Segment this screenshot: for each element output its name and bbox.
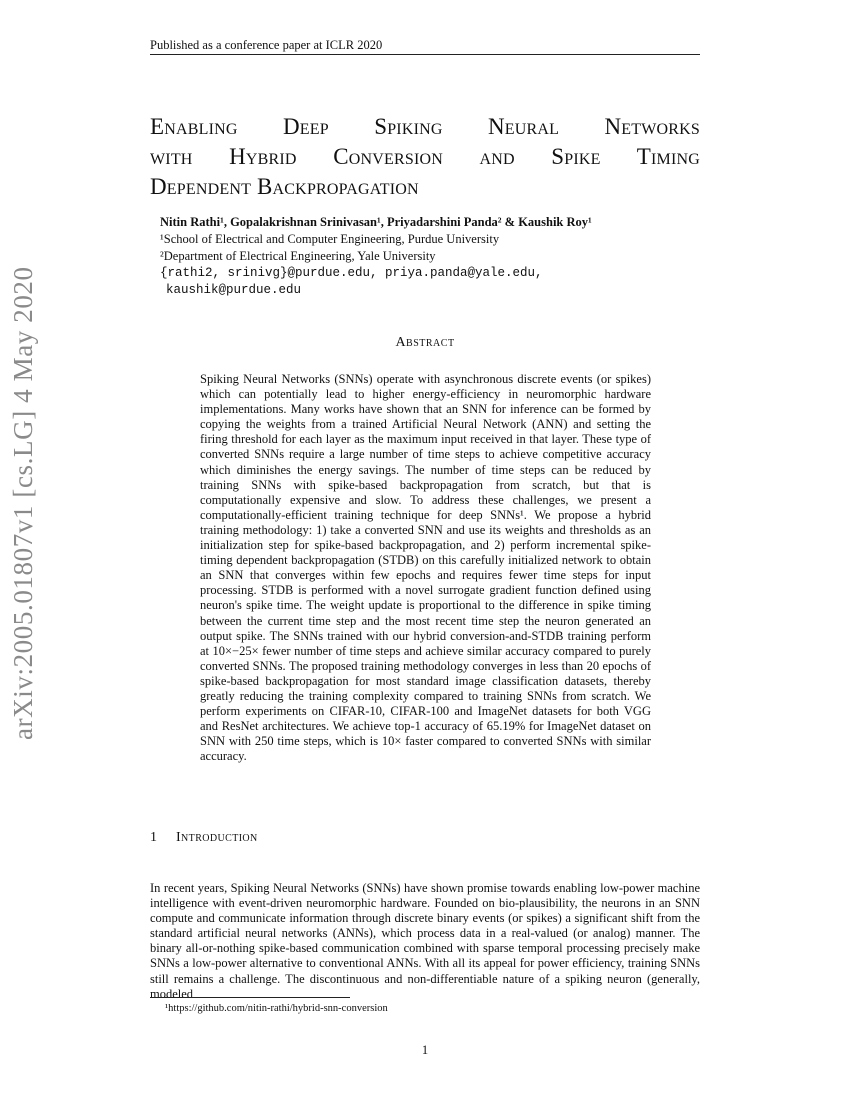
author-block [160, 214, 592, 299]
arxiv-stamp: arXiv:2005.01807v1 [cs.LG] 4 May 2020 [8, 266, 38, 740]
header-rule [150, 54, 700, 55]
affiliation-1: ¹School of Electrical and Computer Engineering, Purdue University [160, 232, 500, 246]
abstract-heading: Abstract [395, 335, 455, 350]
author-emails-1: {rathi2, srinivg}@purdue.edu, priya.panda@yale.edu, [160, 266, 543, 280]
title-line-1: Enabling Deep Spiking Neural Networks [150, 114, 700, 139]
section-heading [150, 830, 258, 846]
paper-title [150, 112, 700, 202]
footnote-rule [150, 997, 350, 998]
author-emails-2: kaushik@purdue.edu [166, 283, 302, 297]
affiliation-2: ²Department of Electrical Engineering, Yale University [160, 249, 436, 263]
section-title: Introduction [176, 830, 258, 845]
author-names: Nitin Rathi¹, Gopalakrishnan Srinivasan¹, Priyadarshini Panda² & Kaushik Roy¹ [160, 215, 592, 229]
running-header: Published as a conference paper at ICLR 2020 [150, 38, 383, 52]
introduction-text: In recent years, Spiking Neural Networks (SNNs) have shown promise towards enabling low-power machine intelligence with event-driven neuromorphic hardware. Founded on bio-plausibility, the neurons in an SNN compute and communicate information through discrete binary events (or spikes) a significant shift from the standard artificial neural networks (ANNs), which process data in a real-valued (or analog) manner. The binary all-or-nothing spike-based communication combined with sparse temporal processing precisely make SNNs a low-power alternative to conventional ANNs. With all its appeal for power efficiency, training SNNs still remains a challenge. The discontinuous and non-differentiable nature of a spiking neuron (generally, modeled [150, 881, 700, 1001]
section-number: 1 [150, 830, 158, 845]
title-line-2: with Hybrid Conversion and Spike Timing [150, 144, 700, 169]
page-number: 1 [421, 1043, 429, 1057]
title-line-3: Dependent Backpropagation [150, 174, 419, 199]
footnote-link[interactable]: ¹https://github.com/nitin-rathi/hybrid-snn-conversion [165, 1003, 388, 1014]
abstract-text: Spiking Neural Networks (SNNs) operate with asynchronous discrete events (or spikes) which can potentially lead to higher energy-efficiency in neuromorphic hardware implementations. Many works have shown that an SNN for inference can be formed by copying the weights from a trained Artificial Neural Network (ANN) and setting the firing threshold for each layer as the maximum input received in that layer. These type of converted SNNs require a large number of time steps to achieve competitive accuracy which diminishes the energy savings. The number of time steps can be reduced by training SNNs with spike-based backpropagation from scratch, but that is computationally expensive and slow. To address these challenges, we present a computationally-efficient training technique for deep SNNs¹. We propose a hybrid training methodology: 1) take a converted SNN and use its weights and thresholds as an initialization step for spike-based backpropagation, and 2) perform incremental spike-timing dependent backpropagation (STDB) on this carefully initialized network to obtain an SNN that converges within few epochs and requires fewer time steps for input processing. STDB is performed with a novel surrogate gradient function defined using neuron's spike time. The weight update is proportional to the difference in spike timing between the current time step and the most recent time step the neuron generated an output spike. The SNNs trained with our hybrid conversion-and-STDB training perform at 10×−25× fewer number of time steps and achieve similar accuracy compared to purely converted SNNs. The proposed training methodology converges in less than 20 epochs of spike-based backpropagation for most standard image classification datasets, thereby greatly reducing the training complexity compared to training SNNs from scratch. We perform experiments on CIFAR-10, CIFAR-100 and ImageNet datasets for both VGG and ResNet architectures. We achieve top-1 accuracy of 65.19% for ImageNet dataset on SNN with 250 time steps, which is 10× faster compared to converted SNNs with similar accuracy. [200, 372, 651, 764]
